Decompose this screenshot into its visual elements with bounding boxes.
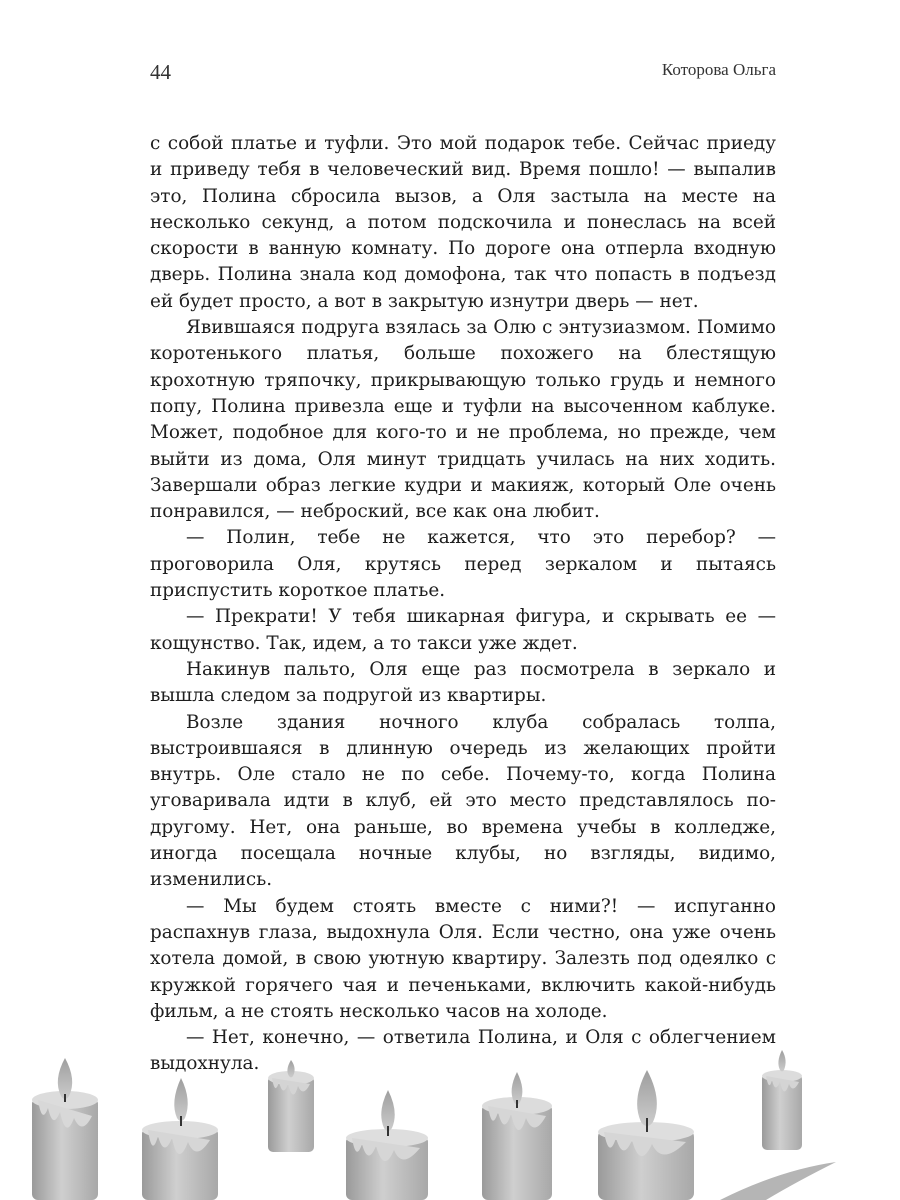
candles-illustration [0, 1040, 900, 1200]
paragraph: — Нет, конечно, — ответила Полина, и Оля с облегчением выдохнула. [150, 1027, 776, 1075]
paragraph: — Полин, тебе не кажется, что это перебор? — проговорила Оля, крутясь перед зеркалом и пытаясь приспустить короткое платье. [150, 527, 776, 602]
paragraph: Накинув пальто, Оля еще раз посмотрела в зеркало и вышла следом за подругой из квартиры. [150, 658, 776, 707]
candle-icon [762, 1050, 802, 1150]
running-title-author: Которова Ольга [661, 60, 776, 79]
leaf-icon [720, 1162, 836, 1200]
candle-icon [32, 1058, 98, 1200]
candle-icon [142, 1078, 218, 1200]
candle-icon [346, 1090, 428, 1200]
paragraph: — Прекрати! У тебя шикарная фигура, и скрывать ее — кощунство. Так, идем, а то такси уже ждет. [150, 606, 776, 654]
paragraph: Явившаяся подруга взялась за Олю с энтузиазмом. Помимо коротенького платья, больше похожего на блестящую крохотную тряпочку, прикрывающую только грудь и немного попу, Полина привезла еще и туфли на высоченном каблуке. Может, подобное для кого-то и не проблема, но прежде, чем выйти из дома, Оля минут тридцать училась на них ходить. Завершали образ легкие кудри и макияж, который Оле очень понравился, — неброский, все как она любит. [150, 317, 776, 523]
page-header [150, 60, 776, 90]
candle-icon [482, 1072, 552, 1200]
page-number: 44 [150, 60, 171, 84]
paragraph: с собой платье и туфли. Это мой подарок тебе. Сейчас приеду и приведу тебя в человеческий вид. Время пошло! — выпалив это, Полина сбросила вызов, а Оля застыла на месте на несколько секунд, а потом подскочила и понеслась на всей скорости в ванную комнату. По дороге она отперла входную дверь. Полина знала код домофона, так что попасть в подъезд ей будет просто, а вот в закрытую изнутри дверь — нет. [150, 133, 776, 312]
paragraph: Возле здания ночного клуба собралась толпа, выстроившаяся в длинную очередь из желающих пройти внутрь. Оле стало не по себе. Почему-то, когда Полина уговаривала идти в клуб, ей это место представлялось по-другому. Нет, она раньше, во времена учебы в колледже, иногда посещала ночные клубы, но взгляды, видимо, изменились. [150, 711, 776, 891]
paragraph: — Мы будем стоять вместе с ними?! — испуганно распахнув глаза, выдохнула Оля. Если честно, она уже очень хотела домой, в свою уютную квартиру. Залезть под одеялко с кружкой горячего чая и печеньками, включить какой-нибудь фильм, а не стоять несколько часов на холоде. [150, 895, 776, 1022]
candle-icon [598, 1070, 694, 1200]
body-text [150, 131, 776, 1078]
candle-icon [268, 1060, 314, 1152]
